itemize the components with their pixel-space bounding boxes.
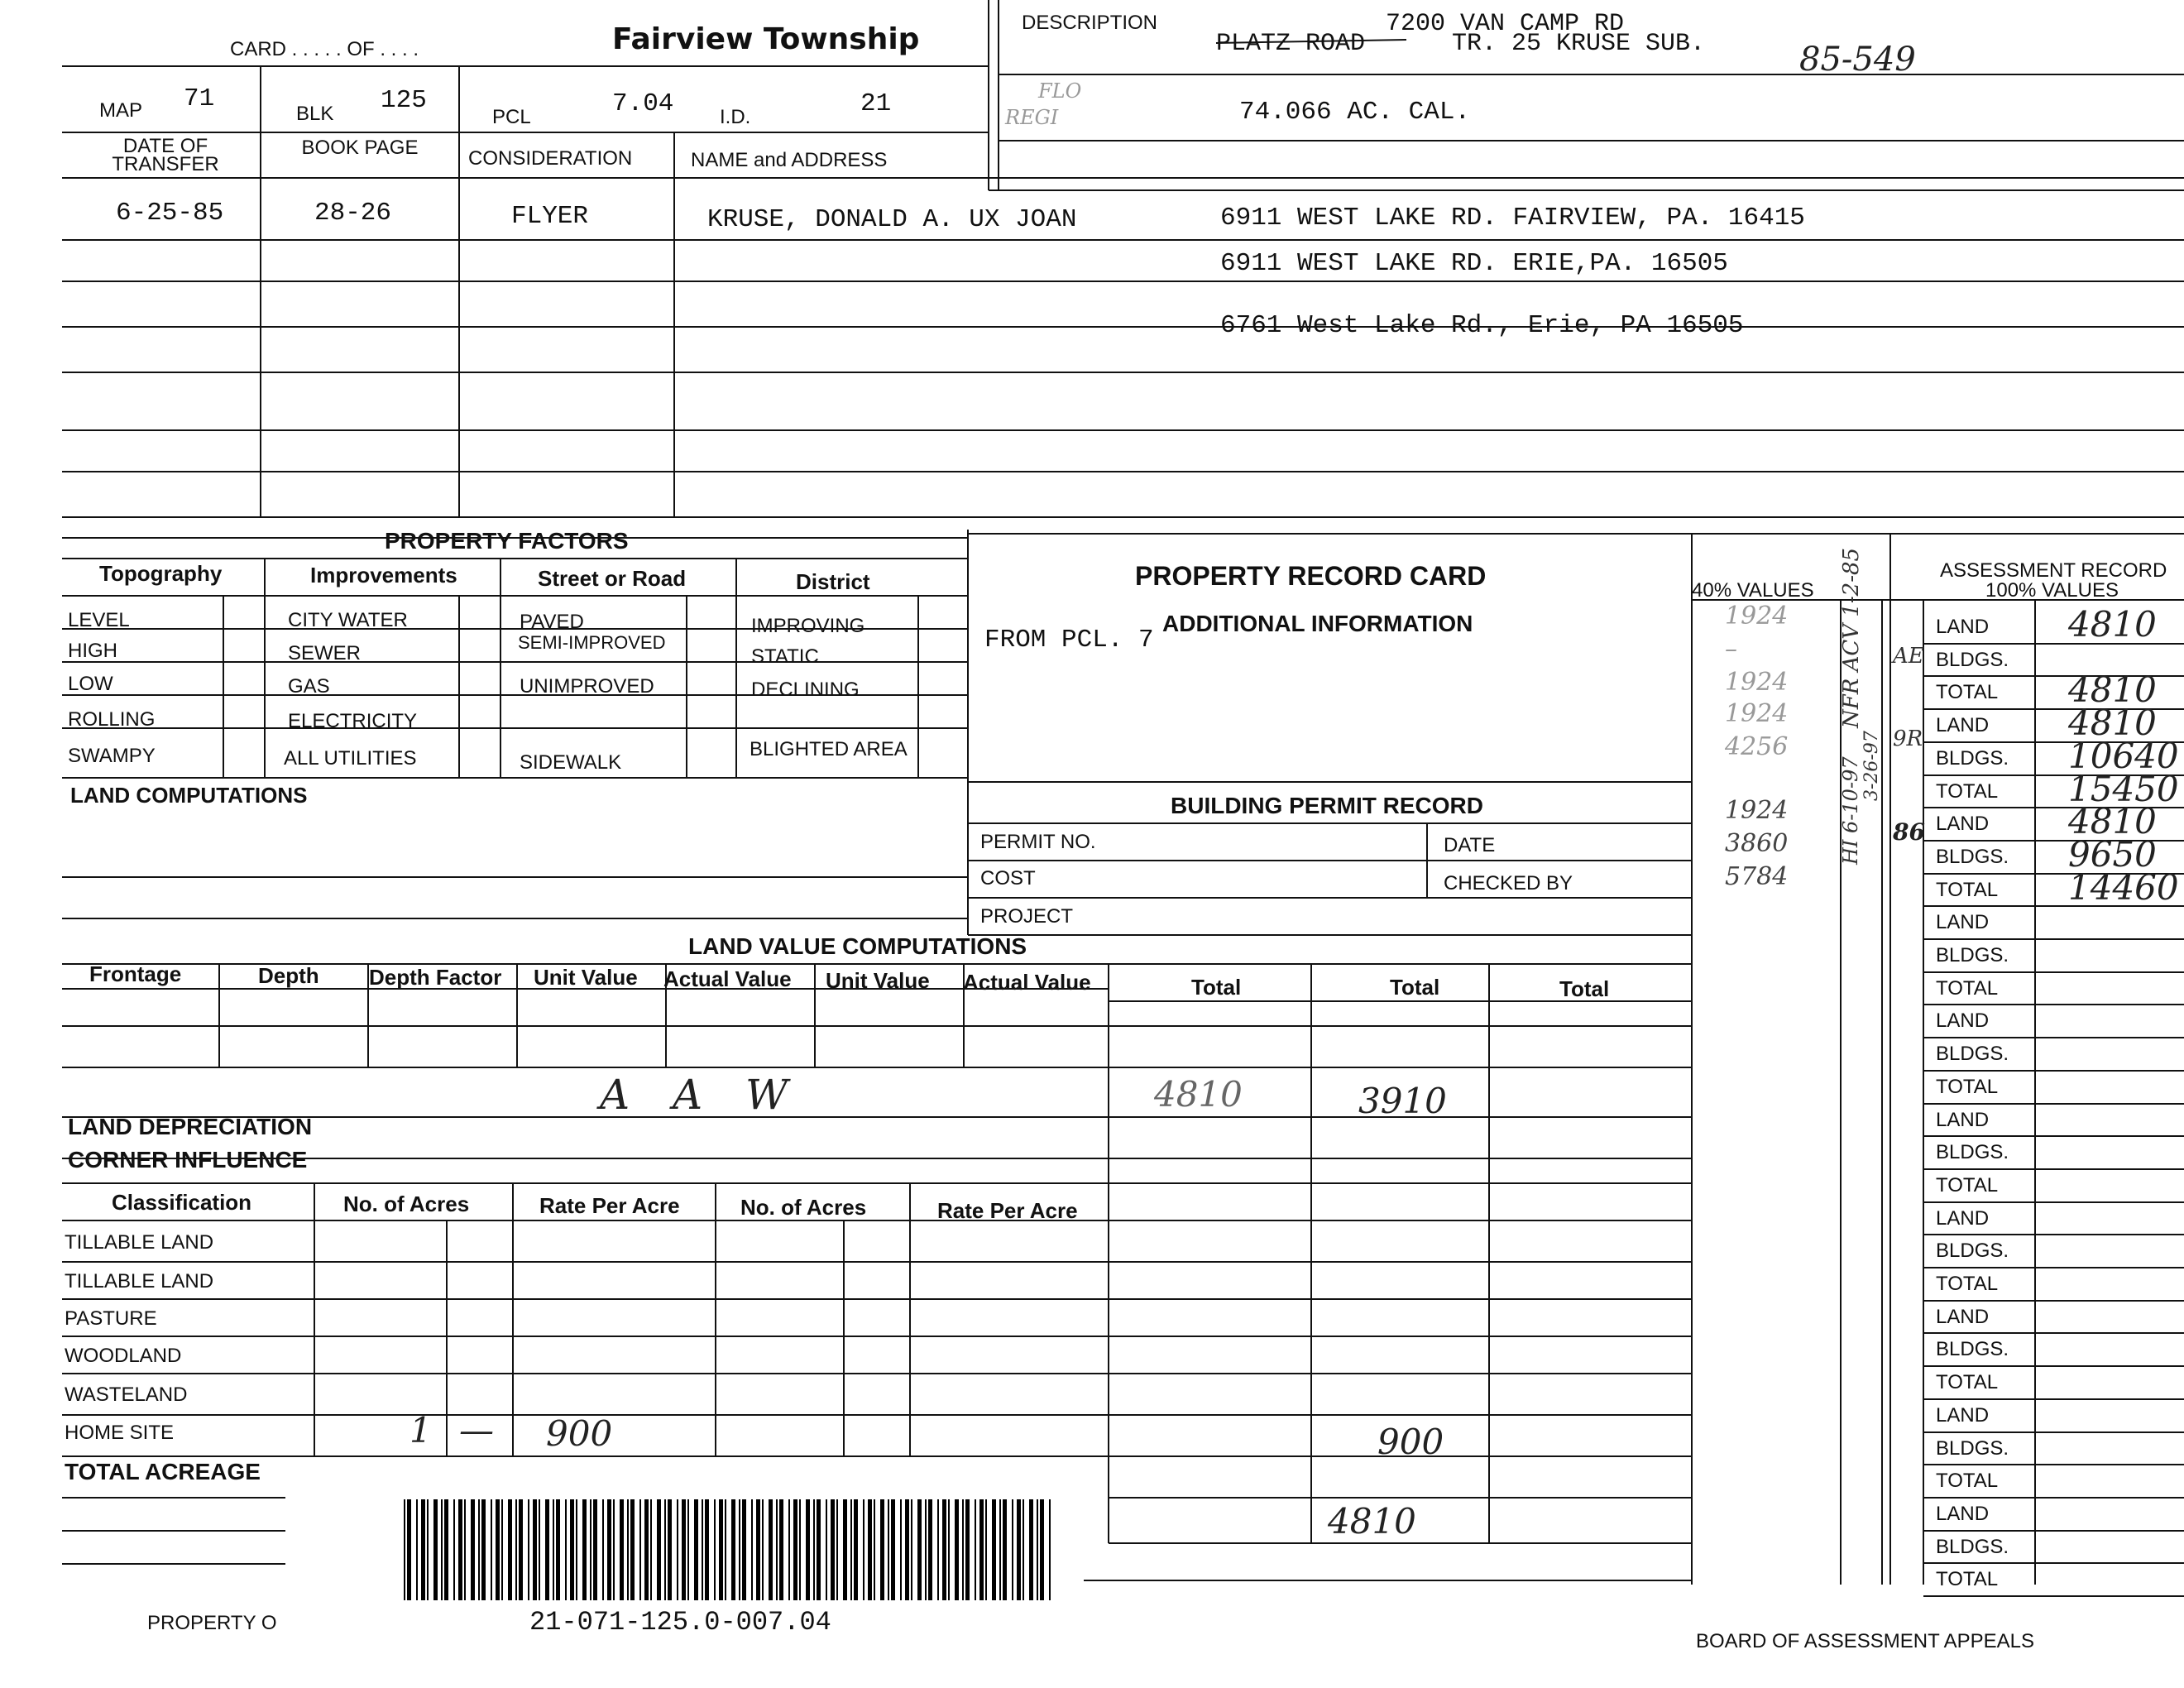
pcl-value: 7.04 bbox=[612, 89, 674, 118]
assessment-label: TOTAL bbox=[1936, 879, 1999, 901]
additional-info-label: ADDITIONAL INFORMATION bbox=[1162, 611, 1473, 636]
flo-note: FLO bbox=[1038, 79, 1082, 103]
lv-total-1: 4810 bbox=[1154, 1074, 1243, 1115]
description-label: DESCRIPTION bbox=[1022, 12, 1158, 34]
property-factors-title: PROPERTY FACTORS bbox=[385, 528, 629, 554]
assessment-value: 4810 bbox=[2068, 703, 2157, 743]
assessment-label: TOTAL bbox=[1936, 1371, 1999, 1393]
corner-influence-label: CORNER INFLUENCE bbox=[68, 1147, 308, 1172]
home-site-total: 900 bbox=[1377, 1422, 1444, 1462]
assessment-label: TOTAL bbox=[1936, 977, 1999, 1000]
header-topography: Topography bbox=[99, 561, 223, 586]
acres-row-woodland: WOODLAND bbox=[65, 1345, 182, 1367]
impr-electricity: ELECTRICITY bbox=[288, 710, 418, 732]
values40-entry: 5784 bbox=[1725, 862, 1789, 891]
assessment-value: 4810 bbox=[2068, 604, 2157, 645]
home-site-rate: 900 bbox=[546, 1413, 613, 1454]
assessment-value: 10640 bbox=[2068, 736, 2179, 776]
assessment-label: TOTAL bbox=[1936, 1174, 1999, 1196]
permit-date-label: DATE bbox=[1444, 834, 1496, 856]
permit-title: BUILDING PERMIT RECORD bbox=[1171, 793, 1483, 818]
land-depreciation-label: LAND DEPRECIATION bbox=[68, 1114, 313, 1139]
acres-row-tillable-1: TILLABLE LAND bbox=[65, 1231, 214, 1254]
assessment-label: TOTAL bbox=[1936, 780, 1999, 803]
board-label: BOARD OF ASSESSMENT APPEALS bbox=[1696, 1630, 2035, 1652]
assessment-label: LAND bbox=[1936, 714, 1990, 736]
header-street: Street or Road bbox=[538, 566, 687, 591]
land-value-title: LAND VALUE COMPUTATIONS bbox=[688, 933, 1027, 959]
id-label: I.D. bbox=[720, 106, 751, 128]
acres-row-tillable-2: TILLABLE LAND bbox=[65, 1270, 214, 1292]
assessment-label: LAND bbox=[1936, 1109, 1990, 1131]
desc-address: 7200 VAN CAMP RD bbox=[1386, 10, 1625, 38]
impr-sewer: SEWER bbox=[288, 642, 362, 664]
acres-header-rate-2: Rate Per Acre bbox=[937, 1198, 1078, 1223]
acres-header-rate-1: Rate Per Acre bbox=[539, 1193, 680, 1218]
card-label: CARD . . . . . OF . . . . bbox=[230, 38, 419, 60]
permit-cost-label: COST bbox=[980, 867, 1036, 890]
assessment-label: BLDGS. bbox=[1936, 1240, 2009, 1262]
transfer-address-2: 6911 WEST LAKE RD. ERIE,PA. 16505 bbox=[1220, 249, 1728, 278]
assessment-label: BLDGS. bbox=[1936, 649, 2009, 671]
topo-rolling: ROLLING bbox=[68, 708, 156, 731]
assessment-label: LAND bbox=[1936, 911, 1990, 933]
values40-annot-5: HI 6-10-97 bbox=[1839, 756, 1862, 865]
assessment-label: LAND bbox=[1936, 1306, 1990, 1328]
assessment-label: TOTAL bbox=[1936, 1076, 1999, 1098]
district-static: STATIC bbox=[751, 645, 819, 668]
blk-label: BLK bbox=[296, 103, 334, 125]
topo-level: LEVEL bbox=[68, 609, 130, 631]
acres-header-no-acres-2: No. of Acres bbox=[740, 1195, 867, 1220]
values40-annot-3: AE bbox=[1893, 644, 1924, 669]
hand-aaw: A A W bbox=[600, 1071, 803, 1119]
grand-total: 4810 bbox=[1328, 1501, 1416, 1542]
values40-entry: 1924 bbox=[1725, 699, 1789, 728]
permit-checked-label: CHECKED BY bbox=[1444, 872, 1573, 894]
assessment-label: LAND bbox=[1936, 1404, 1990, 1427]
values40-entry: 4256 bbox=[1725, 732, 1789, 761]
assessment-label: BLDGS. bbox=[1936, 1437, 2009, 1460]
assessment-label: BLDGS. bbox=[1936, 1338, 2009, 1360]
lv-header-depth-factor: Depth Factor bbox=[369, 965, 502, 990]
values40-annot-1: NFR ACV 1-2-85 bbox=[1839, 547, 1864, 728]
header-district: District bbox=[796, 569, 870, 594]
impr-all-utilities: ALL UTILITIES bbox=[284, 747, 417, 770]
assessment-value: 15450 bbox=[2068, 769, 2179, 809]
transfer-book: 28-26 bbox=[314, 199, 392, 228]
barcode bbox=[404, 1499, 1051, 1600]
acres-header-classification: Classification bbox=[112, 1190, 252, 1215]
district-blighted-area: BLIGHTED AREA bbox=[750, 738, 908, 760]
street-paved: PAVED bbox=[520, 611, 584, 633]
topo-swampy: SWAMPY bbox=[68, 745, 156, 767]
assessment-value: 4810 bbox=[2068, 801, 2157, 842]
header-improvements: Improvements bbox=[310, 563, 457, 587]
district-improving: IMPROVING bbox=[751, 615, 865, 637]
values40-entry: – bbox=[1725, 635, 1737, 664]
lv-header-total-2: Total bbox=[1390, 975, 1440, 1000]
assessment-label: LAND bbox=[1936, 813, 1990, 835]
lv-header-actual-value-1: Actual Value bbox=[663, 966, 792, 991]
street-sidewalk: SIDEWALK bbox=[520, 751, 622, 774]
street-semi-improved: SEMI-IMPROVED bbox=[518, 632, 666, 653]
id-value: 21 bbox=[860, 89, 892, 118]
pcl-label: PCL bbox=[492, 106, 531, 128]
acreage: 74.066 AC. CAL. bbox=[1239, 98, 1471, 127]
col-name-address: NAME and ADDRESS bbox=[691, 149, 888, 171]
lv-header-total-1: Total bbox=[1191, 975, 1242, 1000]
district-declining: DECLINING bbox=[751, 679, 860, 701]
values40-entry: 1924 bbox=[1725, 602, 1789, 631]
transfer-consideration: FLYER bbox=[511, 202, 589, 231]
permit-project-label: PROJECT bbox=[980, 905, 1074, 928]
lv-total-2: 3910 bbox=[1358, 1081, 1447, 1121]
assessment-value: 9650 bbox=[2068, 834, 2157, 875]
lv-header-actual-value-2: Actual Value bbox=[963, 970, 1091, 995]
lv-header-depth: Depth bbox=[258, 963, 319, 988]
transfer-address-1: 6911 WEST LAKE RD. FAIRVIEW, PA. 16415 bbox=[1220, 204, 1805, 233]
assessment-value: 14460 bbox=[2068, 867, 2179, 908]
assessment-value: 4810 bbox=[2068, 669, 2157, 710]
values40-header: 40% VALUES bbox=[1692, 579, 1814, 602]
assessment-header-2: 100% VALUES bbox=[1985, 579, 2119, 602]
assessment-label: LAND bbox=[1936, 1207, 1990, 1230]
street-unimproved: UNIMPROVED bbox=[520, 675, 654, 698]
additional-info-text: FROM PCL. 7 bbox=[984, 626, 1154, 655]
total-acreage-label: TOTAL ACREAGE bbox=[65, 1459, 261, 1484]
property-owner-label: PROPERTY O bbox=[147, 1612, 277, 1634]
assessment-header-1: ASSESSMENT RECORD bbox=[1940, 559, 2167, 582]
transfer-name: KRUSE, DONALD A. UX JOAN bbox=[707, 205, 1077, 234]
col-book-page: BOOK PAGE bbox=[301, 137, 419, 159]
desc-tract: TR. 25 KRUSE SUB. bbox=[1452, 30, 1706, 58]
map-label: MAP bbox=[99, 99, 143, 122]
assessment-label: BLDGS. bbox=[1936, 944, 2009, 966]
map-value: 71 bbox=[184, 84, 215, 113]
record-card-title: PROPERTY RECORD CARD bbox=[1135, 561, 1487, 591]
lv-header-frontage: Frontage bbox=[89, 961, 182, 986]
acres-row-home-site: HOME SITE bbox=[65, 1422, 175, 1444]
land-computations-label: LAND COMPUTATIONS bbox=[70, 783, 308, 808]
home-site-acres: 1 bbox=[410, 1410, 432, 1451]
assessment-label: LAND bbox=[1936, 616, 1990, 638]
transfer-date: 6-25-85 bbox=[116, 199, 224, 228]
acres-row-wasteland: WASTELAND bbox=[65, 1383, 188, 1406]
lv-header-unit-value-1: Unit Value bbox=[534, 965, 638, 990]
permit-no-label: PERMIT NO. bbox=[980, 831, 1096, 853]
assessment-label: BLDGS. bbox=[1936, 1141, 2009, 1163]
col-date-transfer: DATE OF TRANSFER bbox=[112, 135, 219, 175]
impr-city-water: CITY WATER bbox=[288, 609, 408, 631]
assessment-label: TOTAL bbox=[1936, 1568, 1999, 1590]
assessment-label: LAND bbox=[1936, 1009, 1990, 1032]
desc-hand-number: 85-549 bbox=[1799, 41, 1916, 79]
assessment-label: LAND bbox=[1936, 1503, 1990, 1525]
assessment-label: TOTAL bbox=[1936, 681, 1999, 703]
topo-high: HIGH bbox=[68, 640, 117, 662]
values40-entry: 3860 bbox=[1725, 829, 1789, 858]
col-consideration: CONSIDERATION bbox=[468, 147, 633, 170]
assessment-label: BLDGS. bbox=[1936, 1043, 2009, 1065]
assessment-label: BLDGS. bbox=[1936, 747, 2009, 770]
values40-annot-6: 86 bbox=[1893, 818, 1925, 846]
assessment-label: BLDGS. bbox=[1936, 846, 2009, 868]
impr-gas: GAS bbox=[288, 675, 330, 698]
topo-low: LOW bbox=[68, 673, 113, 695]
assessment-label: TOTAL bbox=[1936, 1273, 1999, 1295]
assessment-label: TOTAL bbox=[1936, 1470, 1999, 1492]
regi-note: REGI bbox=[1005, 106, 1059, 129]
values40-entry: 1924 bbox=[1725, 668, 1789, 697]
transfer-address-3: 6761 West Lake Rd., Erie, PA 16505 bbox=[1220, 311, 1744, 340]
lv-header-unit-value-2: Unit Value bbox=[826, 968, 930, 993]
blk-value: 125 bbox=[381, 86, 427, 115]
township-name: Fairview Township bbox=[612, 22, 920, 56]
acres-header-no-acres-1: No. of Acres bbox=[343, 1192, 470, 1216]
assessment-label: BLDGS. bbox=[1936, 1536, 2009, 1558]
acres-row-pasture: PASTURE bbox=[65, 1307, 157, 1330]
lv-header-total-3: Total bbox=[1559, 976, 1610, 1001]
values40-entry: 1924 bbox=[1725, 796, 1789, 825]
desc-struck: PLATZ ROAD bbox=[1216, 30, 1366, 58]
home-site-dash: — bbox=[459, 1410, 494, 1451]
values40-annot-4: 9R bbox=[1893, 727, 1923, 751]
barcode-number: 21-071-125.0-007.04 bbox=[529, 1607, 831, 1638]
values40-annot-2: 3-26-97 bbox=[1861, 731, 1882, 801]
